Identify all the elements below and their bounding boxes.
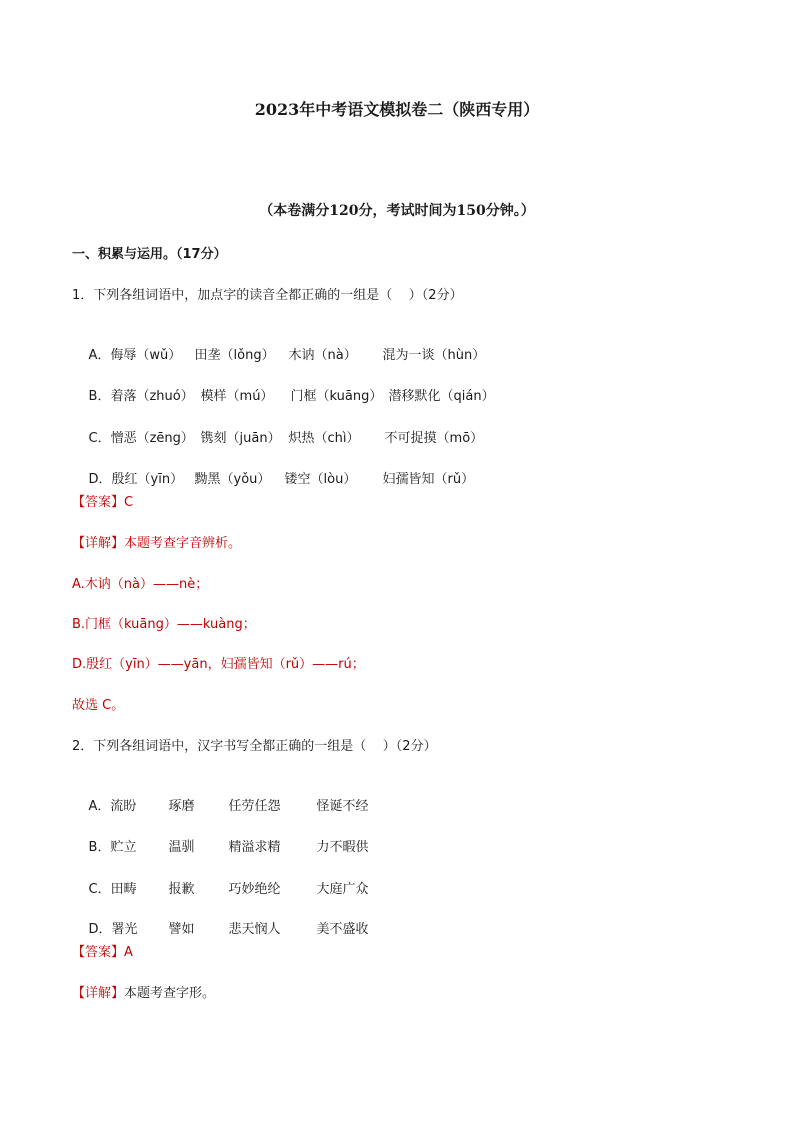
detail-1: 【详解】本题考查字音辨析。 xyxy=(72,536,242,551)
option-item: 任劳任怨 xyxy=(228,799,281,814)
option-item: D．署光 xyxy=(88,922,138,937)
option-item: B．着落（zhuó） xyxy=(88,389,194,404)
option-item: 混为一谈（hùn） xyxy=(382,348,486,363)
question-1-stem: 1．下列各组词语中，加点字的读音全都正确的一组是（ ）（2分） xyxy=(72,288,463,303)
option-item: 巧妙绝纶 xyxy=(228,882,281,897)
question-2-stem: 2．下列各组词语中，汉字书写全都正确的一组是（ ）（2分） xyxy=(72,739,437,754)
option-item: 力不暇供 xyxy=(316,840,369,855)
option-item: 琢磨 xyxy=(168,799,195,814)
option-item: 美不盛收 xyxy=(316,922,369,937)
option-item: 潜移默化（qián） xyxy=(388,389,495,404)
explanation-a: A.木讷（nà）——nè； xyxy=(72,577,209,592)
option-item: 门框（kuāng） xyxy=(290,389,383,404)
page-title: 2023年中考语文模拟卷二（陕西专用） xyxy=(254,100,540,119)
option-item: D．殷红（yīn） xyxy=(88,472,184,487)
exam-note: （本卷满分120分，考试时间为150分钟。） xyxy=(259,203,535,219)
option-item: B．贮立 xyxy=(88,840,137,855)
option-item: 大庭广众 xyxy=(316,882,369,897)
option-item: 木讷（nà） xyxy=(288,348,357,363)
option-item: 镌刻（juān） xyxy=(200,431,281,446)
option-item: 精溢求精 xyxy=(228,840,281,855)
option-item: 模样（mú） xyxy=(200,389,274,404)
conclusion-1: 故选 C。 xyxy=(72,698,125,713)
option-item: 譬如 xyxy=(168,922,195,937)
explanation-d: D.殷红（yīn）——yān，妇孺皆知（rǔ）——rú； xyxy=(72,657,365,672)
option-item: 妇孺皆知（rǔ） xyxy=(382,472,475,487)
option-item: 悲天悯人 xyxy=(228,922,281,937)
option-item: 温驯 xyxy=(168,840,195,855)
option-item: 炽热（chì） xyxy=(288,431,360,446)
option-item: 怪诞不经 xyxy=(316,799,369,814)
detail-2 xyxy=(72,985,215,1003)
answer-1: 【答案】C xyxy=(72,495,134,510)
option-item: 镂空（lòu） xyxy=(284,472,357,487)
section-heading: 一、积累与运用。（17分） xyxy=(72,247,227,262)
detail-2-label: 【详解】 xyxy=(72,986,125,1001)
option-item: 不可捉摸（mō） xyxy=(384,431,484,446)
option-item: 报歉 xyxy=(168,882,195,897)
option-item: 黝黑（yǒu） xyxy=(194,472,271,487)
explanation-b: B.门框（kuāng）——kuàng； xyxy=(72,617,256,632)
option-item: 田垄（lǒng） xyxy=(194,348,275,363)
option-item: C．憎恶（zēng） xyxy=(88,431,194,446)
detail-2-text: 本题考查字形。 xyxy=(124,986,216,1001)
answer-2: 【答案】A xyxy=(72,945,133,960)
option-item: A．流盼 xyxy=(88,799,137,814)
option-item: A．侮辱（wǔ） xyxy=(88,348,182,363)
option-item: C．田畴 xyxy=(88,882,137,897)
